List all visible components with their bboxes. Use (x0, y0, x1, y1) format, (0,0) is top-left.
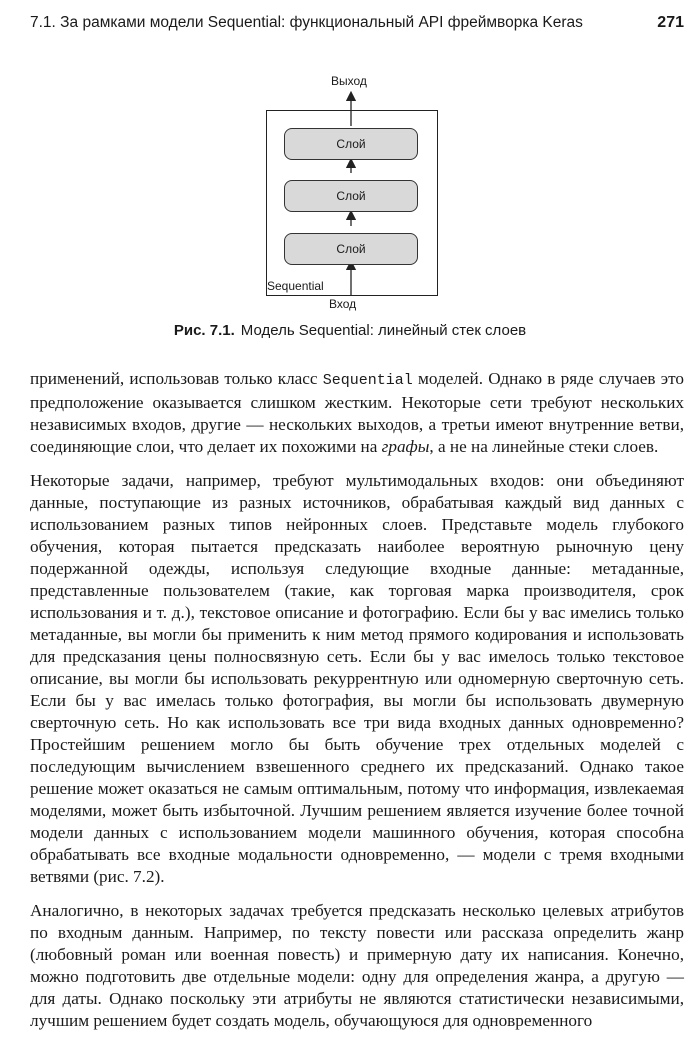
layer-box: Слой (284, 128, 418, 160)
layer-box: Слой (284, 233, 418, 265)
running-header (30, 14, 684, 42)
input-label: Вход (329, 297, 357, 311)
caption-number: Рис. 7.1. (173, 322, 235, 339)
body-text (30, 368, 684, 1044)
running-title: 7.1. За рамками модели Sequential: функциональный API фреймворка Keras (30, 14, 583, 31)
model-label: Sequential (267, 279, 324, 293)
emphasis: графы (381, 437, 430, 456)
paragraph: Аналогично, в некоторых задачах требуется предсказать несколько целевых атрибутов по входным данным. Например, по тексту повести или рассказа определить жанр (любовный роман или военная повесть) и примерную дату их написания. Конечно, можно подготовить две отдельные модели: одну для определения жанра, а другую — для даты. Однако поскольку эти атрибуты не являются статистически независимыми, лучшим решением будет создать модель, обучающуюся для одновременного (30, 901, 684, 1030)
paragraph: применений, использовав только класс Sequential моделей. Однако в ряде случаев это предположение оказывается слишком жестким. Некоторые сети требуют нескольких независимых входов, другие — нескольких выходов, а третьи имеют внутренние ветви, соединяющие слои, что делает их похожими на графы, а не на линейные стеки слоев. (30, 369, 684, 456)
paragraph: Некоторые задачи, например, требуют мультимодальных входов: они объединяют данные, поступающие из разных источников, обрабатывая каждый вид данных с использованием разных типов нейронных слоев. Представьте модель глубокого обучения, которая пытается предсказать наиболее вероятную рыночную цену подержанной одежды, используя следующие входные данные: метаданные, представленные пользователем (такие, как торговая марка производителя, срок использования и т. д.), текстовое описание и фотографию. Если бы у вас имелись только метаданные, вы могли бы применить к ним метод прямого кодирования и использовать для предсказания цены полносвязную сеть. Если бы у вас имелось только текстовое описание, вы могли бы использовать рекуррентную или одномерную сверточную сеть. Если бы у вас имелась только фотография, вы могли бы использовать двумерную сверточную сеть. Но как использовать все три вида входных данных одновременно? Простейшим решением могло бы быть обучение трех отдельных моделей с последующим вычислением взвешенного среднего их предсказаний. Однако такое решение может оказаться не самым оптимальным, потому что информация, извлекаемая моделями, может быть избыточной. Лучшим решением является изучение более точной модели данных с использованием модели машинного обучения, которая способна обрабатывать все входные модальности одновременно, — модели с тремя входными ветвями (рис. 7.2). (30, 471, 684, 886)
inline-code: Sequential (322, 372, 413, 389)
caption-text: Модель Sequential: линейный стек слоев (240, 322, 527, 339)
layer-box: Слой (284, 180, 418, 212)
page-number: 271 (657, 14, 684, 31)
output-label: Выход (331, 74, 367, 88)
figure-sequential-model (0, 68, 700, 348)
figure-caption (0, 322, 700, 339)
